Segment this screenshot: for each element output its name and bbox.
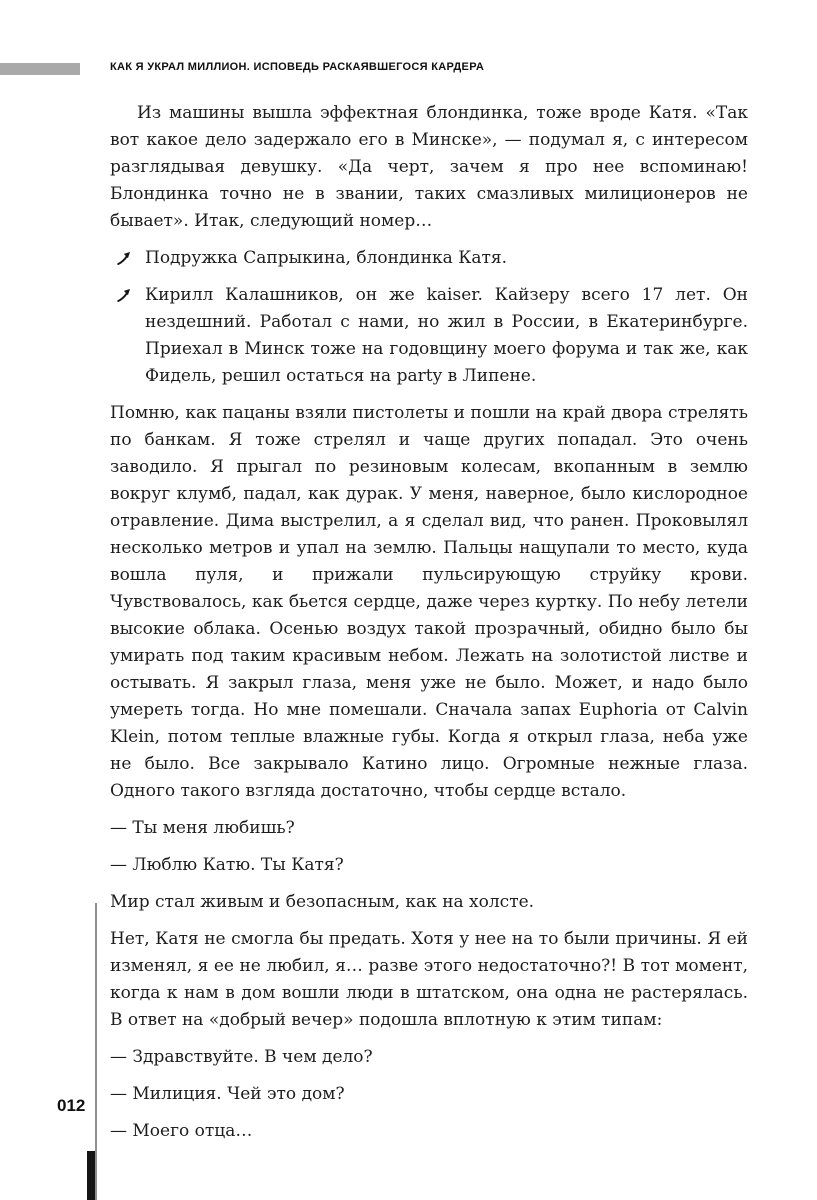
dialogue-line: — Моего отца… — [110, 1121, 253, 1141]
running-head-title: КАК Я УКРАЛ МИЛЛИОН. ИСПОВЕДЬ РАСКАЯВШЕГОСЯ КАРДЕРА — [110, 61, 485, 73]
list-item-text: Подружка Сапрыкина, блондинка Катя. — [145, 248, 508, 268]
paragraph-memory: Помню, как пацаны взяли пистолеты и пошли на край двора стрелять по банкам. Я тоже стрелял и чаще других попадал. Это очень заводило. Я прыгал по резиновым колесам, вкопанным в землю вокруг клумб, падал, как дурак. У меня, наверное, было кислородное отравление. Дима выстрелил, а я сделал вид, что ранен. Проковылял несколько метров и упал на землю. Пальцы нащупали то место, куда вошла пуля, и прижали пульсирующую струйку крови. Чувствовалось, как бьется сердце, даже через куртку. По небу летели высокие облака. Осенью воздух такой прозрачный, обидно было бы умирать под таким красивым небом. Лежать на золотистой листве и остывать. Я закрыл глаза, меня уже не было. Может, и надо было умереть тогда. Но мне помешали. Сначала запах Euphoria от Calvin Klein, потом теплые влажные губы. Когда я открыл глаза, неба уже не было. Все закрывало Катино лицо. Огромные нежные глаза. Одного такого взгляда достаточно, чтобы сердце встало. — [110, 403, 748, 801]
arrow-northeast-icon — [110, 282, 145, 302]
dialogue-line: — Милиция. Чей это дом? — [110, 1084, 345, 1104]
header-rule — [0, 63, 80, 75]
list-item — [110, 245, 748, 272]
margin-rule-thick — [87, 1151, 95, 1200]
paragraph-intro: Из машины вышла эффектная блондинка, тоже вроде Катя. «Так вот какое дело задержало его в Минске», — подумал я, с интересом разглядывая девушку. «Да черт, зачем я про нее вспоминаю! Блондинка точно не в звании, таких смазливых милиционеров не бывает». Итак, следующий номер… — [110, 103, 748, 231]
dialogue-line: — Ты меня любишь? — [110, 818, 295, 838]
list-item-text: Кирилл Калашников, он же kaiser. Кайзеру всего 17 лет. Он нездешний. Работал с нами, но жил в России, в Екатеринбурге. Приехал в Минск тоже на годовщину моего форума и так же, как Фидель, решил остаться на party в Липене. — [145, 285, 748, 386]
arrow-northeast-icon — [110, 245, 145, 265]
paragraph-world: Мир стал живым и безопасным, как на холсте. — [110, 892, 535, 912]
dialogue-line: — Люблю Катю. Ты Катя? — [110, 855, 344, 875]
paragraph-betrayal: Нет, Катя не смогла бы предать. Хотя у нее на то были причины. Я ей изменял, я ее не любил, я… разве этого недостаточно?! В тот момент, когда к нам в дом вошли люди в штатском, она одна не растерялась. В ответ на «добрый вечер» подошла вплотную к этим типам: — [110, 929, 748, 1030]
margin-rule-thin — [95, 903, 97, 1200]
dialogue-line: — Здравствуйте. В чем дело? — [110, 1047, 373, 1067]
list-item — [110, 282, 748, 390]
page-number: 012 — [57, 1096, 86, 1115]
body-text-column — [110, 100, 748, 1155]
